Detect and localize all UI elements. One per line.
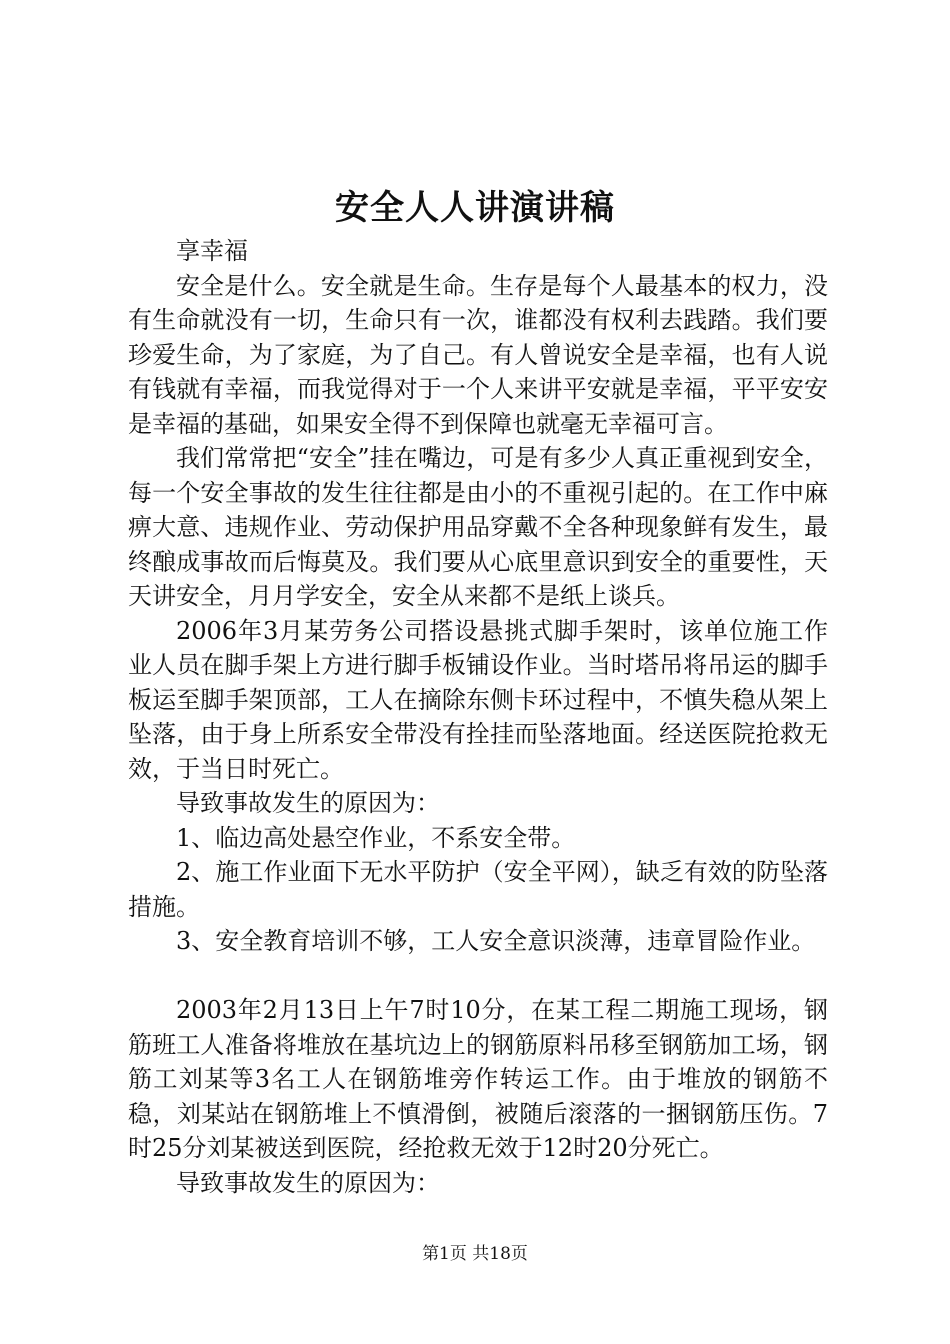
- document-body: [128, 234, 828, 1200]
- paragraph: 2、施工作业面下无水平防护（安全平网），缺乏有效的防坠落措施。: [128, 858, 828, 921]
- paragraph: 安全是什么。安全就是生命。生存是每个人最基本的权力，没有生命就没有一切，生命只有一次，谁都没有权利去践踏。我们要珍爱生命，为了家庭，为了自己。有人曾说安全是幸福，也有人说有钱就有幸福，而我觉得对于一个人来讲平安就是幸福，平平安安是幸福的基础，如果安全得不到保障也就毫无幸福可言。: [128, 271, 828, 438]
- paragraph: 1、临边高处悬空作业，不系安全带。: [176, 823, 576, 852]
- document-title: 安全人人讲演讲稿: [335, 188, 615, 228]
- paragraph: 2006年3月某劳务公司搭设悬挑式脚手架时，该单位施工作业人员在脚手架上方进行脚手板铺设作业。当时塔吊将吊运的脚手板运至脚手架顶部，工人在摘除东侧卡环过程中，不慎失稳从架上坠落，由于身上所系安全带没有拴挂而坠落地面。经送医院抢救无效，于当日时死亡。: [128, 616, 828, 783]
- paragraph: 3、安全教育培训不够，工人安全意识淡薄，违章冒险作业。: [176, 927, 816, 955]
- paragraph: 享幸福: [176, 237, 248, 265]
- blank-line: [128, 959, 828, 994]
- paragraph: 导致事故发生的原因为：: [176, 789, 440, 817]
- paragraph: 我们常常把“安全”挂在嘴边，可是有多少人真正重视到安全，每一个安全事故的发生往往都是由小的不重视引起的。在工作中麻痹大意、违规作业、劳动保护用品穿戴不全各种现象鲜有发生，最终酿成事故而后悔莫及。我们要从心底里意识到安全的重要性，天天讲安全，月月学安全，安全从来都不是纸上谈兵。: [128, 444, 828, 610]
- page-footer: 第1页 共18页: [422, 1244, 528, 1264]
- paragraph: 2003年2月13日上午7时10分，在某工程二期施工现场，钢筋班工人准备将堆放在基坑边上的钢筋原料吊移至钢筋加工场，钢筋工刘某等3名工人在钢筋堆旁作转运工作。由于堆放的钢筋不稳，刘某站在钢筋堆上不慎滑倒，被随后滚落的一捆钢筋压伤。7时25分刘某被送到医院，经抢救无效于12时20分死亡。: [128, 996, 828, 1162]
- paragraph: 导致事故发生的原因为：: [176, 1168, 440, 1197]
